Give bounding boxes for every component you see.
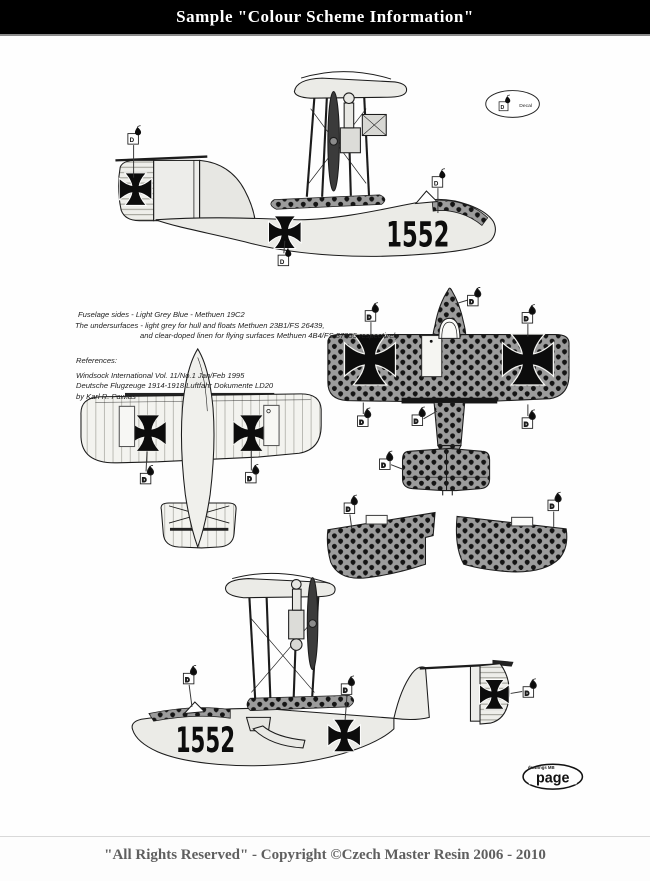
wing-panels-drawing <box>327 492 566 578</box>
reference-line: Deutsche Flugzeuge 1914-1918 Luftfahr Dokumente LD20 <box>76 381 274 390</box>
clear-panel <box>264 405 279 445</box>
decal-marker <box>548 492 561 511</box>
serial-number: 1552 <box>386 215 450 256</box>
colour-notes <box>75 310 400 342</box>
engine-block <box>340 128 360 153</box>
references-heading: References: <box>76 356 117 365</box>
decal-legend <box>486 91 540 118</box>
center-section-arc <box>301 72 391 79</box>
serial-number: 1552 <box>175 720 236 761</box>
engine-block <box>289 610 304 639</box>
fin-panel <box>154 160 200 220</box>
references-block <box>76 356 273 402</box>
decal-marker <box>140 465 153 484</box>
page-title: Sample "Colour Scheme Information" <box>176 7 474 26</box>
rudder-post <box>470 666 480 722</box>
decal-marker <box>128 126 141 145</box>
logo-name: page <box>536 770 570 787</box>
top-wing <box>225 579 335 598</box>
page-header <box>0 0 650 36</box>
decal-marker <box>183 665 196 684</box>
drawing-sheet <box>0 36 650 836</box>
aircraft-drawings-svg <box>0 36 650 836</box>
decal-marker <box>522 305 535 324</box>
windscreen <box>416 191 437 203</box>
decal-marker <box>523 679 536 698</box>
tailplane-line <box>115 157 207 161</box>
engine-stack <box>344 103 354 128</box>
panel-label <box>512 517 533 526</box>
decal-marker <box>522 410 535 429</box>
panel-label <box>366 515 387 524</box>
colour-note-line: and clear-doped linen for flying surfaces Methuen 4B4/FS 37855 respectively <box>140 331 400 340</box>
decal-marker <box>380 451 393 470</box>
decal-marker <box>412 407 425 426</box>
page-footer <box>0 836 650 881</box>
publisher-logo <box>523 764 582 789</box>
side-view-right-drawing <box>115 72 495 266</box>
clear-panel <box>119 406 134 446</box>
side-view-left-drawing <box>132 573 536 765</box>
bracing-wires <box>251 619 314 693</box>
decal-marker <box>246 464 259 483</box>
decal-legend-label: Decal <box>519 103 532 109</box>
decal-marker <box>358 408 371 427</box>
hull-aft-top <box>434 403 465 446</box>
engine-stack <box>292 589 301 610</box>
decal-marker <box>468 287 481 306</box>
fin-fairing <box>394 667 429 720</box>
fin-fairing <box>200 160 256 220</box>
reference-line: by Karl R. Pawlas <box>76 391 136 401</box>
colour-note-line: Fuselage sides - Light Grey Blue - Methuen 19C2 <box>78 310 245 319</box>
reference-line: Windsock International Vol. 11/No.1 Jan/Feb 1995 <box>76 370 245 380</box>
logo-tagline: drawings MB <box>527 765 555 771</box>
lower-wing <box>271 195 385 209</box>
decal-marker <box>341 676 354 695</box>
decal-marker <box>432 169 445 188</box>
copyright-text: "All Rights Reserved" - Copyright ©Czech Master Resin 2006 - 2010 <box>104 847 546 863</box>
decal-marker <box>344 495 357 514</box>
lower-wing <box>247 695 354 710</box>
colour-note-line: The undersurfaces - light grey for hull and floats Methuen 23B1/FS 26439, <box>75 320 325 330</box>
